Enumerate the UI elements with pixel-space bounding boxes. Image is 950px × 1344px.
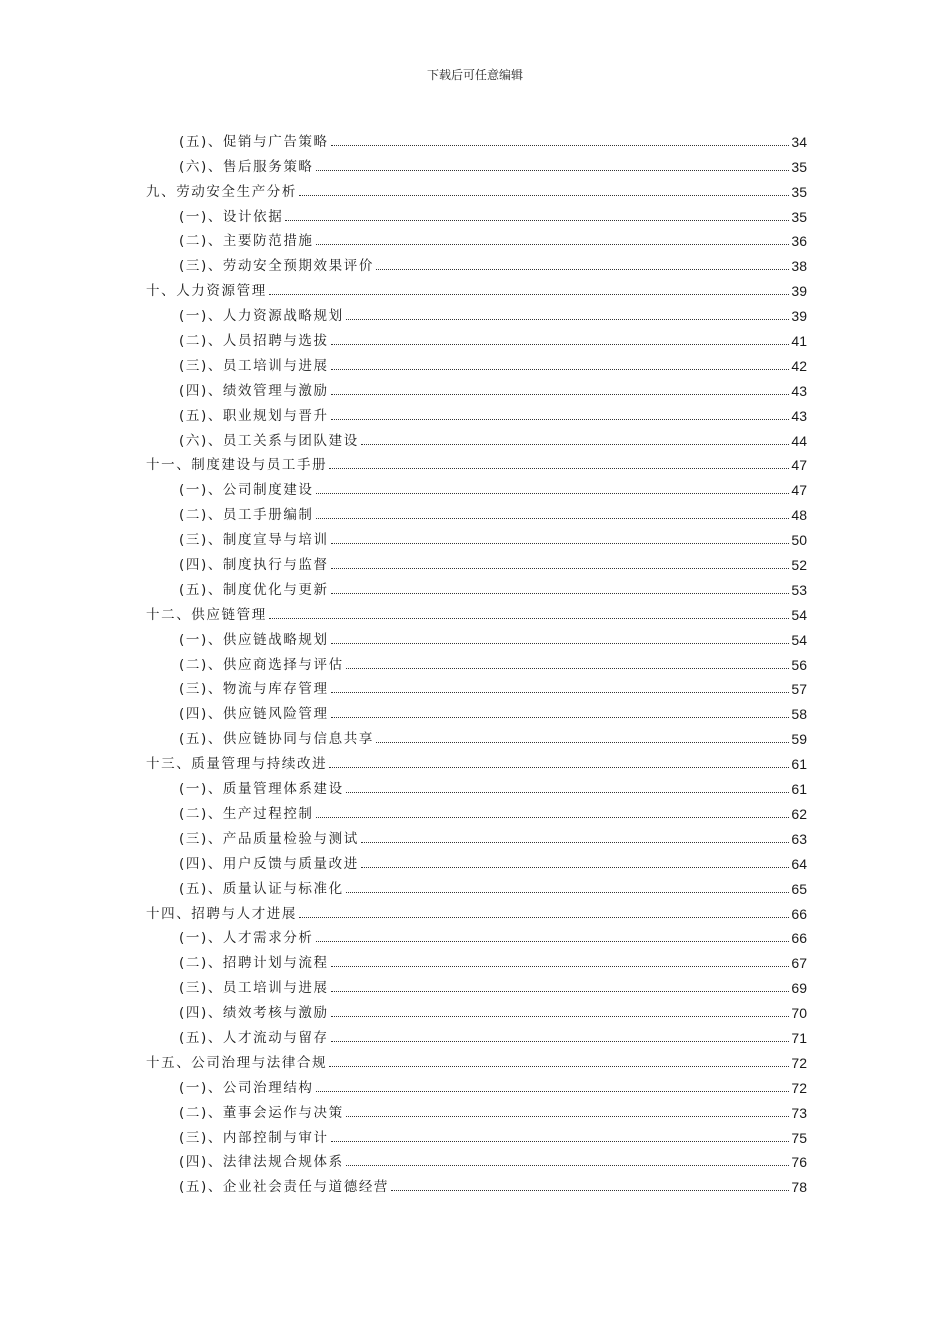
toc-section-entry[interactable] [146, 847, 807, 872]
toc-dot-leader [346, 791, 790, 793]
toc-dot-leader [361, 866, 790, 868]
toc-dot-leader [346, 891, 790, 893]
toc-dot-leader [331, 1015, 790, 1017]
toc-section-entry[interactable] [146, 573, 807, 598]
toc-section-entry[interactable] [146, 697, 807, 722]
toc-page-number: 43 [791, 407, 807, 424]
toc-section-entry[interactable] [146, 872, 807, 897]
toc-dot-leader [299, 194, 789, 196]
toc-section-entry[interactable] [146, 922, 807, 947]
toc-page-number: 36 [791, 233, 807, 250]
toc-entry-title: (一)、公司制度建设 [179, 482, 314, 499]
toc-page-number: 43 [791, 382, 807, 399]
toc-page-number: 47 [791, 482, 807, 499]
toc-dot-leader [361, 443, 790, 445]
toc-entry-title: 九、劳动安全生产分析 [146, 183, 297, 200]
toc-page-number: 64 [791, 855, 807, 872]
toc-entry-title: 十四、招聘与人才进展 [146, 905, 297, 922]
toc-entry-title: (一)、质量管理体系建设 [179, 781, 344, 798]
toc-section-entry[interactable] [146, 1021, 807, 1046]
toc-entry-title: (六)、员工关系与团队建设 [179, 432, 359, 449]
toc-dot-leader [331, 990, 790, 992]
toc-page-number: 72 [791, 1054, 807, 1071]
toc-page-number: 53 [791, 581, 807, 598]
toc-page-number: 65 [791, 880, 807, 897]
toc-page-number: 44 [791, 432, 807, 449]
toc-page-number: 35 [791, 183, 807, 200]
toc-section-entry[interactable] [146, 648, 807, 673]
toc-entry-title: (二)、董事会运作与决策 [179, 1104, 344, 1121]
toc-page-number: 63 [791, 830, 807, 847]
toc-page-number: 58 [791, 706, 807, 723]
toc-section-entry[interactable] [146, 150, 807, 175]
toc-dot-leader [269, 293, 790, 295]
toc-chapter-entry[interactable] [146, 747, 807, 772]
toc-dot-leader [331, 418, 790, 420]
toc-section-entry[interactable] [146, 772, 807, 797]
toc-page-number: 73 [791, 1104, 807, 1121]
toc-dot-leader [361, 841, 790, 843]
toc-section-entry[interactable] [146, 473, 807, 498]
toc-page-number: 75 [791, 1129, 807, 1146]
toc-entry-title: (五)、促销与广告策略 [179, 133, 329, 150]
toc-section-entry[interactable] [146, 1146, 807, 1171]
toc-dot-leader [285, 219, 789, 221]
toc-dot-leader [316, 816, 790, 818]
toc-entry-title: (二)、招聘计划与流程 [179, 955, 329, 972]
toc-chapter-entry[interactable] [146, 598, 807, 623]
toc-dot-leader [331, 542, 790, 544]
toc-section-entry[interactable] [146, 1121, 807, 1146]
toc-page-number: 39 [791, 283, 807, 300]
toc-section-entry[interactable] [146, 374, 807, 399]
toc-section-entry[interactable] [146, 1170, 807, 1195]
toc-page-number: 50 [791, 532, 807, 549]
toc-entry-title: (一)、供应链战略规划 [179, 631, 329, 648]
toc-chapter-entry[interactable] [146, 449, 807, 474]
toc-page-number: 48 [791, 507, 807, 524]
toc-dot-leader [329, 467, 789, 469]
toc-page-number: 34 [791, 133, 807, 150]
toc-dot-leader [331, 393, 790, 395]
toc-page-number: 61 [791, 756, 807, 773]
toc-section-entry[interactable] [146, 548, 807, 573]
toc-entry-title: (五)、供应链协同与信息共享 [179, 731, 374, 748]
toc-entry-title: (三)、内部控制与审计 [179, 1129, 329, 1146]
toc-dot-leader [331, 368, 790, 370]
toc-dot-leader [316, 1090, 790, 1092]
toc-page-number: 52 [791, 557, 807, 574]
toc-entry-title: (五)、制度优化与更新 [179, 581, 329, 598]
table-of-contents [146, 125, 807, 1195]
toc-page-number: 67 [791, 955, 807, 972]
toc-section-entry[interactable] [146, 722, 807, 747]
toc-entry-title: (二)、供应商选择与评估 [179, 656, 344, 673]
toc-entry-title: (四)、绩效管理与激励 [179, 382, 329, 399]
toc-entry-title: (五)、企业社会责任与道德经营 [179, 1179, 390, 1196]
toc-entry-title: 十三、质量管理与持续改进 [146, 756, 328, 773]
toc-dot-leader [346, 667, 790, 669]
toc-entry-title: (三)、产品质量检验与测试 [179, 830, 359, 847]
toc-dot-leader [346, 1115, 790, 1117]
toc-dot-leader [331, 343, 790, 345]
toc-entry-title: (一)、人力资源战略规划 [179, 308, 344, 325]
toc-entry-title: 十二、供应链管理 [146, 606, 267, 623]
toc-entry-title: (五)、质量认证与标准化 [179, 880, 344, 897]
toc-dot-leader [331, 716, 790, 718]
toc-section-entry[interactable] [146, 249, 807, 274]
toc-page-number: 57 [791, 681, 807, 698]
toc-dot-leader [376, 741, 789, 743]
toc-entry-title: (一)、人才需求分析 [179, 930, 314, 947]
toc-section-entry[interactable] [146, 399, 807, 424]
toc-section-entry[interactable] [146, 1071, 807, 1096]
toc-section-entry[interactable] [146, 946, 807, 971]
toc-page-number: 54 [791, 606, 807, 623]
toc-page-number: 35 [791, 158, 807, 175]
toc-section-entry[interactable] [146, 822, 807, 847]
toc-entry-title: (一)、公司治理结构 [179, 1079, 314, 1096]
toc-dot-leader [329, 766, 789, 768]
toc-entry-title: (二)、员工手册编制 [179, 507, 314, 524]
toc-page-number: 35 [791, 208, 807, 225]
toc-section-entry[interactable] [146, 673, 807, 698]
toc-entry-title: (三)、制度宣导与培训 [179, 532, 329, 549]
toc-page-number: 61 [791, 781, 807, 798]
toc-entry-title: (三)、劳动安全预期效果评价 [179, 258, 374, 275]
toc-page-number: 38 [791, 258, 807, 275]
toc-dot-leader [331, 1040, 790, 1042]
toc-dot-leader [316, 243, 790, 245]
toc-page-number: 72 [791, 1079, 807, 1096]
toc-dot-leader [331, 1140, 790, 1142]
toc-dot-leader [316, 492, 790, 494]
toc-entry-title: (五)、职业规划与晋升 [179, 407, 329, 424]
toc-dot-leader [376, 268, 789, 270]
toc-page-number: 41 [791, 333, 807, 350]
toc-section-entry[interactable] [146, 498, 807, 523]
toc-entry-title: (四)、法律法规合规体系 [179, 1154, 344, 1171]
toc-dot-leader [329, 1065, 789, 1067]
toc-entry-title: (四)、供应链风险管理 [179, 706, 329, 723]
toc-dot-leader [331, 592, 790, 594]
toc-section-entry[interactable] [146, 324, 807, 349]
toc-page-number: 66 [791, 930, 807, 947]
toc-entry-title: (二)、人员招聘与选拔 [179, 333, 329, 350]
toc-dot-leader [346, 318, 790, 320]
toc-dot-leader [331, 642, 790, 644]
toc-page-number: 69 [791, 980, 807, 997]
toc-entry-title: (二)、主要防范措施 [179, 233, 314, 250]
toc-page-number: 47 [791, 457, 807, 474]
toc-section-entry[interactable] [146, 299, 807, 324]
toc-page-number: 56 [791, 656, 807, 673]
toc-dot-leader [299, 916, 789, 918]
toc-chapter-entry[interactable] [146, 1046, 807, 1071]
toc-dot-leader [331, 691, 790, 693]
toc-page-number: 42 [791, 357, 807, 374]
toc-section-entry[interactable] [146, 523, 807, 548]
toc-section-entry[interactable] [146, 797, 807, 822]
toc-entry-title: (四)、用户反馈与质量改进 [179, 855, 359, 872]
toc-entry-title: (三)、员工培训与进展 [179, 980, 329, 997]
toc-dot-leader [316, 517, 790, 519]
toc-entry-title: (三)、员工培训与进展 [179, 357, 329, 374]
toc-entry-title: 十一、制度建设与员工手册 [146, 457, 328, 474]
toc-section-entry[interactable] [146, 971, 807, 996]
toc-entry-title: 十五、公司治理与法律合规 [146, 1054, 328, 1071]
toc-entry-title: (四)、绩效考核与激励 [179, 1005, 329, 1022]
toc-page-number: 78 [791, 1179, 807, 1196]
toc-entry-title: (六)、售后服务策略 [179, 158, 314, 175]
toc-dot-leader [346, 1164, 790, 1166]
toc-dot-leader [331, 567, 790, 569]
toc-page-number: 71 [791, 1029, 807, 1046]
toc-page-number: 70 [791, 1005, 807, 1022]
toc-entry-title: (三)、物流与库存管理 [179, 681, 329, 698]
toc-chapter-entry[interactable] [146, 274, 807, 299]
toc-dot-leader [316, 169, 790, 171]
toc-section-entry[interactable] [146, 125, 807, 150]
toc-section-entry[interactable] [146, 623, 807, 648]
toc-page-number: 62 [791, 805, 807, 822]
toc-section-entry[interactable] [146, 424, 807, 449]
toc-section-entry[interactable] [146, 225, 807, 250]
toc-section-entry[interactable] [146, 996, 807, 1021]
toc-chapter-entry[interactable] [146, 897, 807, 922]
toc-dot-leader [331, 965, 790, 967]
toc-section-entry[interactable] [146, 200, 807, 225]
toc-entry-title: 十、人力资源管理 [146, 283, 267, 300]
toc-page-number: 54 [791, 631, 807, 648]
toc-page-number: 76 [791, 1154, 807, 1171]
toc-page-number: 39 [791, 308, 807, 325]
toc-dot-leader [391, 1189, 789, 1191]
toc-page-number: 66 [791, 905, 807, 922]
toc-dot-leader [269, 617, 790, 619]
page-header: 下载后可任意编辑 [426, 68, 523, 82]
toc-chapter-entry[interactable] [146, 175, 807, 200]
toc-dot-leader [331, 144, 790, 146]
toc-page-number: 59 [791, 731, 807, 748]
toc-dot-leader [316, 940, 790, 942]
toc-entry-title: (四)、制度执行与监督 [179, 557, 329, 574]
toc-section-entry[interactable] [146, 349, 807, 374]
toc-section-entry[interactable] [146, 1096, 807, 1121]
toc-entry-title: (二)、生产过程控制 [179, 805, 314, 822]
toc-entry-title: (一)、设计依据 [179, 208, 284, 225]
toc-entry-title: (五)、人才流动与留存 [179, 1029, 329, 1046]
